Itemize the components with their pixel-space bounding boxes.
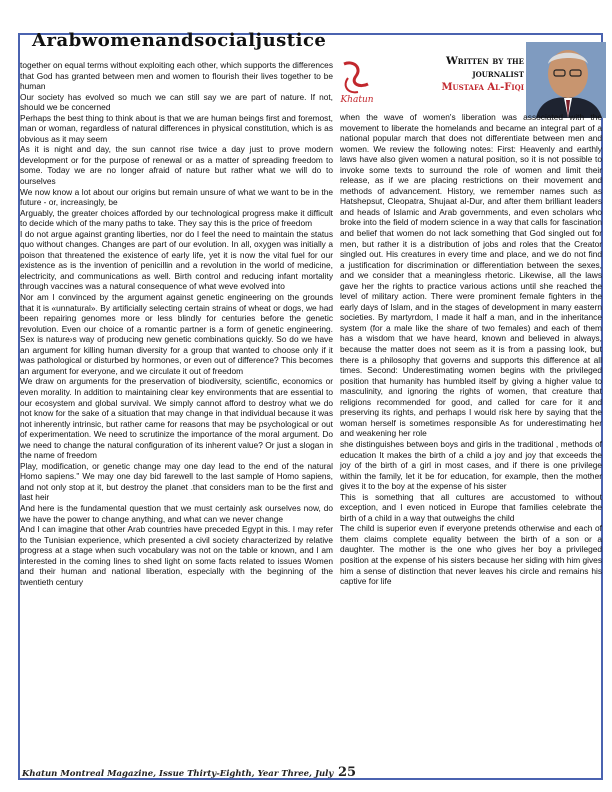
paragraph: This is something that all cultures are accustomed to without exception, and I even noticed in Europe that families celebrate the birth of a child in a way that outweighs the child xyxy=(340,491,602,523)
right-column xyxy=(340,112,602,587)
paragraph: Play, modification, or genetic change may one day lead to the end of the natural Homo sapiens." We may one day bid farewell to the last sample of Homo sapiens, and not only stop at it, but destroy the planet .that considers man to be the first and last heir xyxy=(20,460,333,503)
paragraph: We draw on arguments for the preservation of biodiversity, scientific, economics or even morality. In addition to maintaining clear key environments that are essential to our ecosystem and global survival. We simply cannot afford to destroy what we do not know for the sake of a situation that may change in that individual because it was not inherently intrinsic, but rather came for reasons that may be psychological or out of experimentation. We need to scrutinize the importance of the moral argument. Do we need to change the natural configuration of its inherent value? Or just a slogan in the name of freedom xyxy=(20,376,333,461)
author-photo xyxy=(526,42,606,118)
paragraph: As it is night and day, the sun cannot rise twice a day just to prove modern development or for the purpose of renewal or as a matter of spreading freedom to some. Today we are no longer afraid of nature but rather what we will do to ourselves xyxy=(20,144,333,187)
page-footer xyxy=(22,767,602,785)
byline-written: Written by the xyxy=(445,55,524,67)
paragraph: I do not argue against granting liberties, nor do I feel the need to maintain the status quo without changes. Changes are part of our evolution. In all, oxygen was initially a poison that threatened the existence of early life, yet it is now the vital fuel for our existence as is the invention of penicillin and a revolution in the world of medicine, electricity, and communications as well. Birth control and reducing infant mortality through vaccines was a natural consequence of what weve evolved into xyxy=(20,228,333,292)
paragraph: The child is superior even if everyone pretends otherwise and each of them claims complete equality between the birth of a son or a daughter. The mother is the one who gives her boy a privileged position at the expense of his sisters because her siding with him gives him a sense of distinction that never leaves his circle and remains his captive for life xyxy=(340,523,602,587)
left-column xyxy=(20,60,333,587)
khatun-logo xyxy=(334,58,380,106)
paragraph: when the wave of women's liberation was associated with the movement to liberate the homelands and became an integral part of a national popular march that does not differentiate between men and women. We review the following notes: First: Heavenly and earthly laws have also given women a natural position, so it is not possible to invoke some texts to surround the role of women and limit their release, as if we are placing restrictions on their movement and methods of advancement. History, we remember names such as Hatshepsut, Cleopatra, Shujaat al-Dur, and after them brilliant leaders and heads of Islamic and Arab governments, and even scholars who broke into the field of modern science in a way that calls for fascination and belief that women do not lack something that God singled out for men, but rather it is a distribution of jobs and roles that the Creator singled out. His creatures in every time and place, and we do not find a justification for discrimination or differentiation between the sexes, and we consider that a meaningless rhetoric. Likewise, all the laws gave her the rights to practice various actions until she reached the level of military action. There were prominent female fighters in the early days of Islam, and in the stages of development in many eastern societies. By martyrdom, I made it half a man, and in the inheritance system (for a male like the share of two females) and each of them has a wisdom that we have heard, known and believed in always, because the matter does not seem as it is from a passing look, but there is a philosophy that governs and supports this difference at all times. Second: Underestimating women begins with the privileged position that humanity has humbled itself by giving a higher value to masculinity, and ignoring the rights of women, that creature that religions recommended for good, and called for care for it and preserving its rights, and perhaps I would risk here by saying that the woman herself is sometimes responsible As for underestimating her and weakening her role xyxy=(340,112,602,439)
paragraph: We now know a lot about our origins but remain unsure of what we want to be in the future - or, increasingly, be xyxy=(20,186,333,208)
logo-text: Khatun xyxy=(340,95,374,105)
page-number: 25 xyxy=(338,765,357,780)
author-name: Mustafa Al-Fiqi xyxy=(441,82,524,93)
byline-journalist: journalist xyxy=(472,68,524,80)
paragraph: together on equal terms without exploiting each other, which supports the differences that God has granted between men and women to flourish their lives together to be human xyxy=(20,60,333,92)
paragraph: Arguably, the greater choices afforded by our technological progress make it difficult to decide which of the many paths to take. They say this is the price of freedom xyxy=(20,207,333,229)
paragraph: Nor am I convinced by the argument against genetic engineering on the grounds that it is «unnatural». By artificially selecting certain strains of wheat or dogs, we had been repairing genomes more or less blindly for centuries before the genetic revolution. Even our choice of a romantic partner is a form of genetic engineering. Sex is nature›s way of producing new genetic combinations quickly. So do we have an argument for killing human diversity for a group that wanted to choose only if it was pathological or disturbed by hormones, or even out of difference? This becomes an argument for everyone, and we circulate it out of freedom xyxy=(20,292,333,376)
paragraph: she distinguishes between boys and girls in the traditional , methods of education It makes the birth of a child a joy and joy that exceeds the joy of the birth of a girl in most cases, and if there is one privilege within the family, let it be for education, for example, then the mother gives it to the boy at the expense of his sister xyxy=(340,438,602,492)
paragraph: Perhaps the best thing to think about is that we are human beings first and foremost, man or woman, regardless of natural differences in physical constitution, which is as obvious as it may seem xyxy=(20,112,333,144)
paragraph: And I can imagine that other Arab countries have preceded Egypt in this. I may refer to the Tunisian experience, which presented a civil society characterized by relative progress at a stage when such vocabulary was not on the table or known, and I am interested in the coming lines to shed light on some facts related to issues Women and their human and national liberation, especially with the beginning of the twentieth century xyxy=(20,524,333,587)
paragraph: And here is the fundamental question that we must certainly ask ourselves now, do we have the power to change anything, and what can we never change xyxy=(20,502,333,524)
byline xyxy=(412,55,524,95)
paragraph: Our society has evolved so much we can still say we are part of nature. If not, should we be concerned xyxy=(20,91,333,113)
article-title: Arabwomenandsocialjustice xyxy=(32,30,327,51)
magazine-issue: Khatun Montreal Magazine, Issue Thirty-Eighth, Year Three, July xyxy=(22,769,334,779)
